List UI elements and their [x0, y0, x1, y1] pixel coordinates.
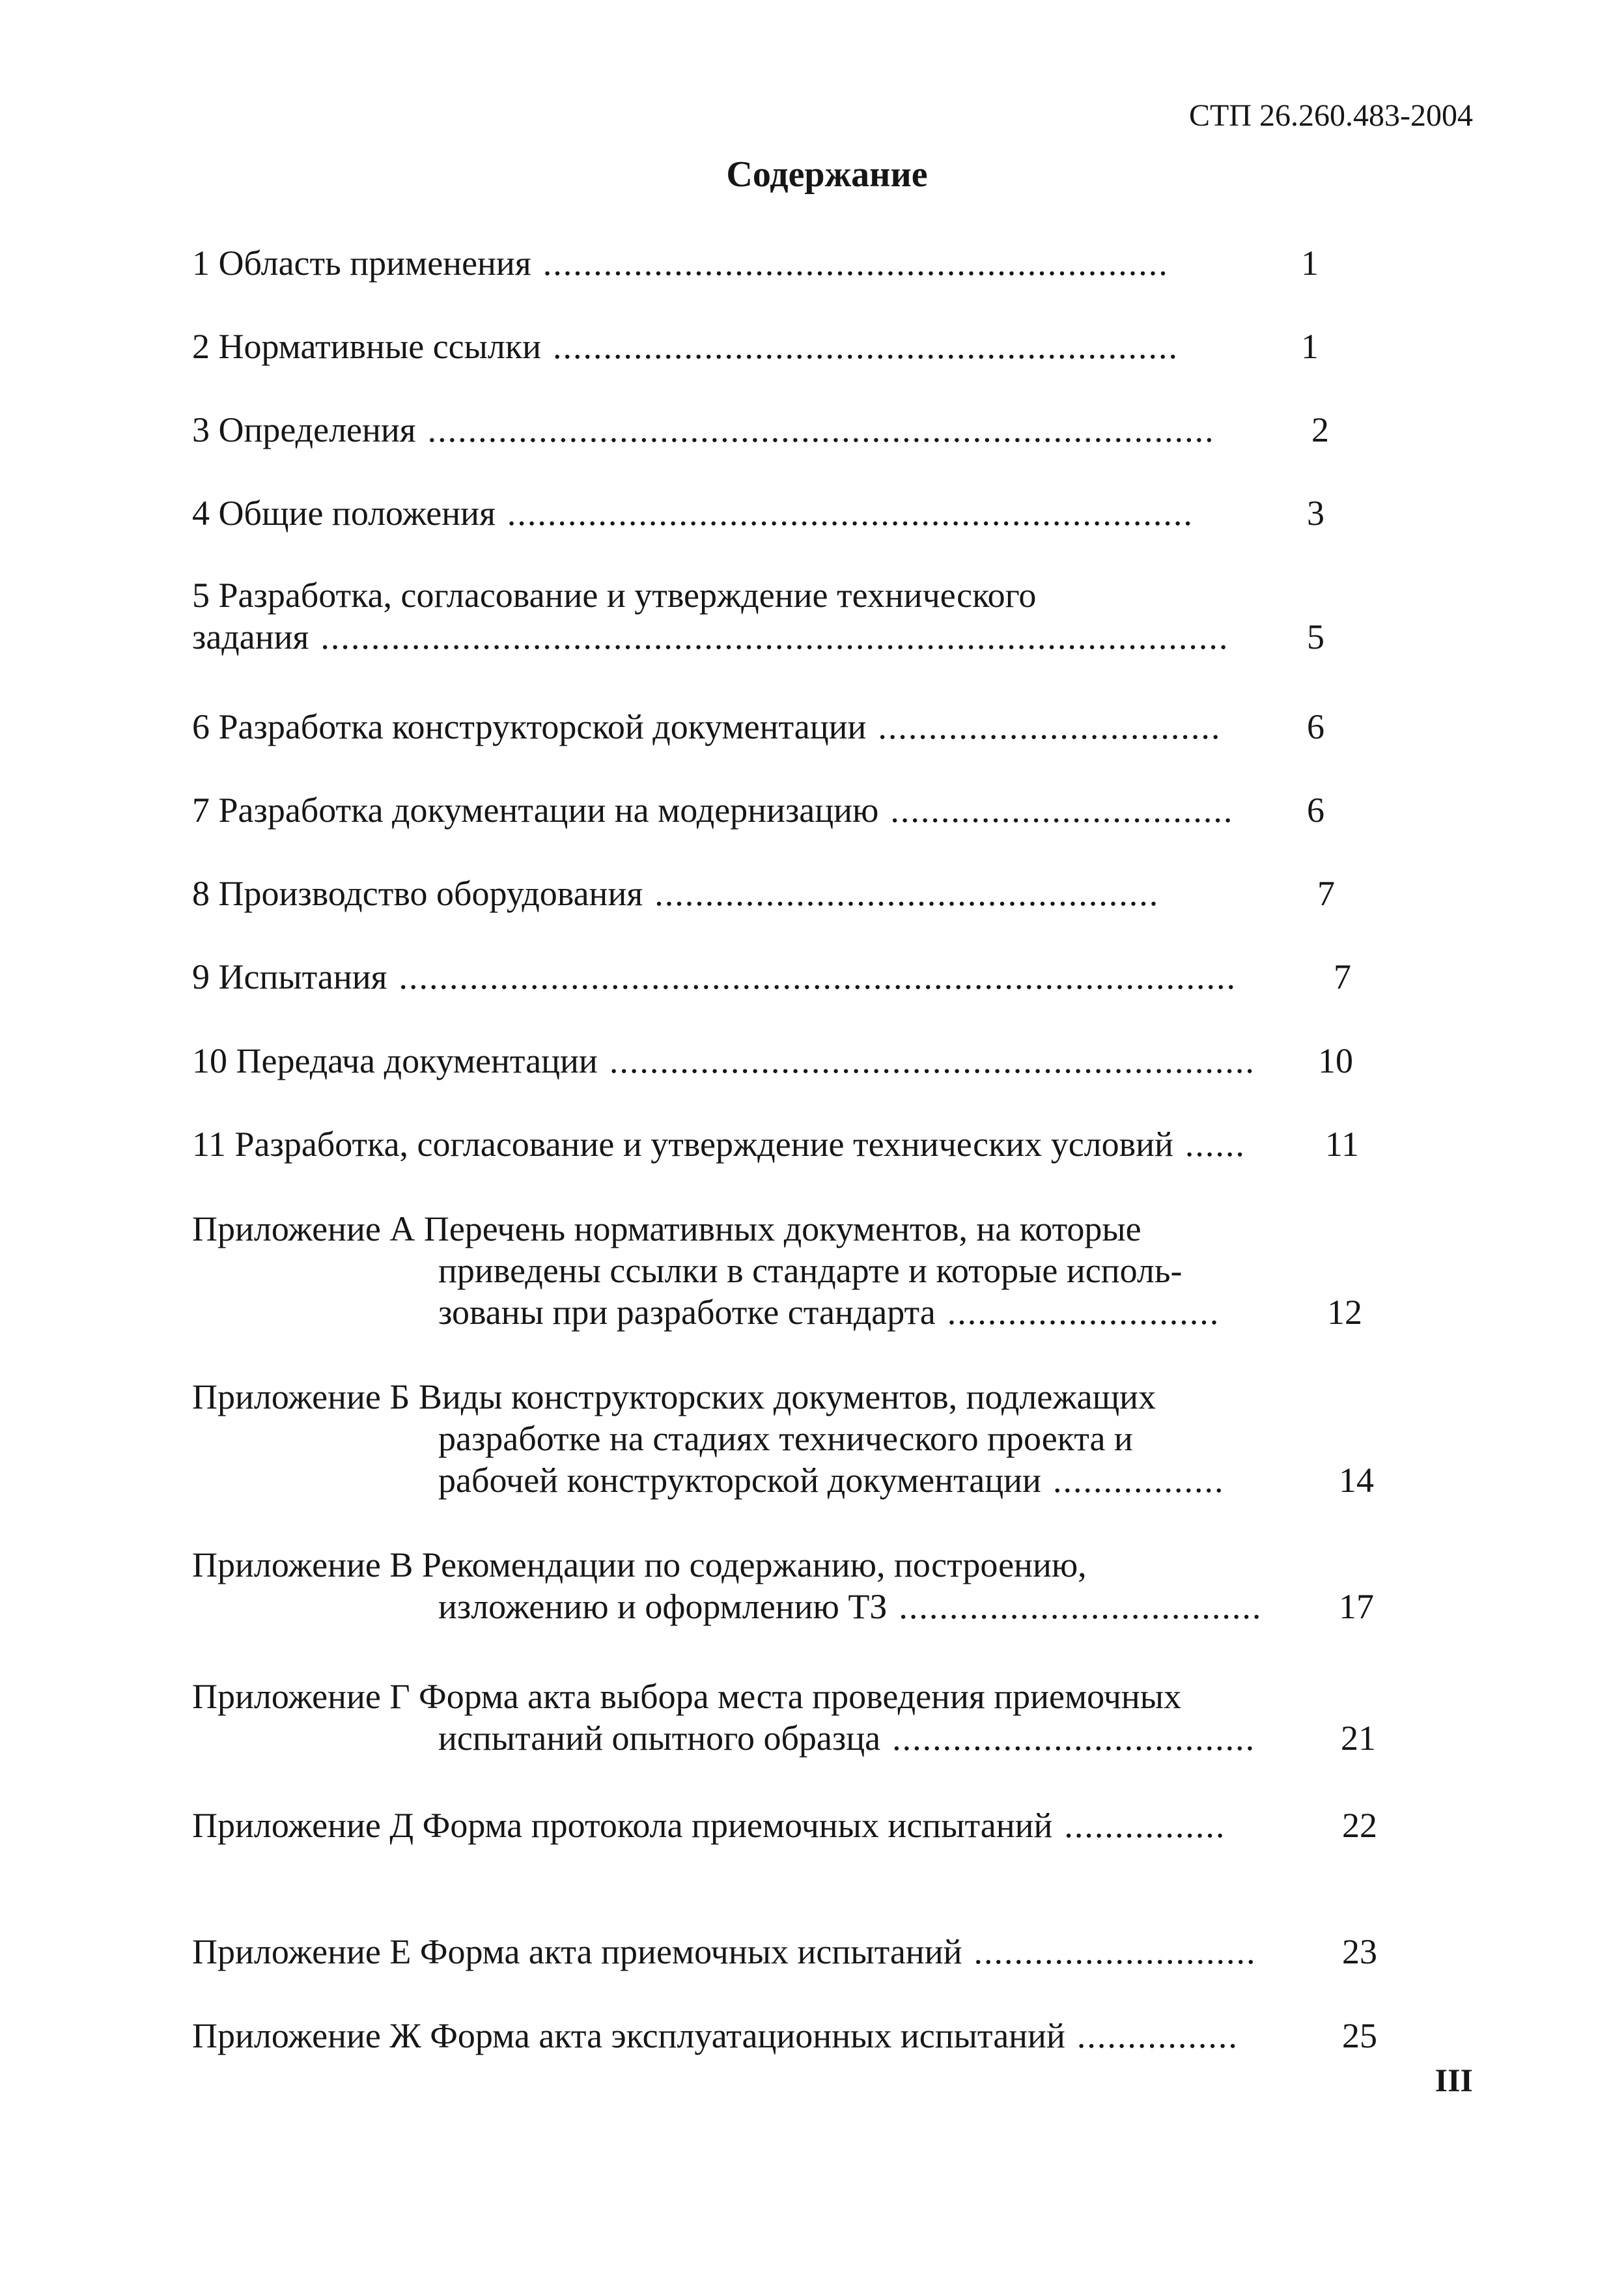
toc-entry-title: рабочей конструкторской документации: [438, 1461, 1041, 1500]
toc-entry-line: [192, 242, 1319, 284]
toc-page-number: 1: [1301, 327, 1319, 366]
toc-page-number: 22: [1342, 1806, 1377, 1845]
toc-dot-leader: ..................................: [890, 791, 1234, 830]
toc-entry-title: Приложение Ж Форма акта эксплуатационных испытаний: [192, 2016, 1065, 2055]
toc-entry-line: [438, 1418, 1374, 1459]
toc-dot-leader: ....................................: [899, 1587, 1263, 1626]
document-code: СТП 26.260.483-2004: [1189, 98, 1473, 133]
toc-dot-leader: ..............................................................................: [427, 410, 1215, 449]
toc-entry-line: [438, 1459, 1374, 1501]
toc-entry-title: Приложение Г Форма акта выбора места проведения приемочных: [192, 1677, 1182, 1716]
toc-page-number: 12: [1327, 1293, 1362, 1332]
toc-entry-line: [192, 1376, 1374, 1418]
toc-entry-line: [192, 326, 1319, 367]
toc-page-number: 17: [1339, 1587, 1374, 1626]
toc-entry-title: изложению и оформлению ТЗ: [438, 1587, 888, 1626]
toc-entry-line: [192, 1123, 1359, 1165]
toc-dot-leader: ............................: [973, 1932, 1257, 1971]
toc-entry[interactable]: [192, 873, 1335, 914]
toc-page-number: 21: [1341, 1719, 1376, 1758]
toc-entry-title: Приложение В Рекомендации по содержанию, построению,: [192, 1545, 1087, 1584]
toc-entry[interactable]: [192, 956, 1351, 998]
toc-entry[interactable]: [192, 1040, 1353, 1082]
toc-dot-leader: ......: [1184, 1125, 1246, 1164]
toc-entry-title: 5 Разработка, согласование и утверждение технического: [192, 576, 1037, 615]
toc-dot-leader: ..............................................................: [553, 327, 1179, 366]
toc-entry-title: 2 Нормативные ссылки: [192, 327, 541, 366]
toc-entry-title: испытаний опытного образца: [438, 1719, 881, 1758]
toc-entry-line: [192, 1931, 1377, 1973]
toc-entry[interactable]: [192, 706, 1324, 748]
toc-entry[interactable]: [192, 492, 1324, 534]
toc-entry-line: [192, 492, 1324, 534]
toc-entry-title: 8 Производство оборудования: [192, 874, 643, 913]
toc-dot-leader: ...................................................................................: [399, 957, 1237, 996]
toc-dot-leader: .................: [1052, 1461, 1225, 1500]
toc-entry-title: 1 Область применения: [192, 244, 531, 283]
toc-page-number: 7: [1317, 874, 1335, 913]
toc-dot-leader: ..........................................................................................: [320, 617, 1229, 656]
toc-entry-title: Приложение А Перечень нормативных документов, на которые: [192, 1209, 1141, 1248]
toc-entry[interactable]: [192, 1544, 1374, 1627]
toc-entry-line: [438, 1250, 1362, 1291]
toc-entry-title: 6 Разработка конструкторской документации: [192, 707, 867, 746]
toc-entry-title: разработке на стадиях технического проекта и: [438, 1419, 1133, 1458]
toc-entry-title: 7 Разработка документации на модернизацию: [192, 791, 879, 830]
toc-entry[interactable]: [192, 1123, 1359, 1165]
toc-entry-line: [192, 2015, 1377, 2057]
toc-entry[interactable]: [192, 1208, 1362, 1333]
toc-dot-leader: ...........................: [947, 1293, 1220, 1332]
toc-entry-title: 4 Общие положения: [192, 494, 496, 533]
toc-entry-title: зованы при разработке стандарта: [438, 1293, 936, 1332]
toc-entry-line: [192, 873, 1335, 914]
page-number-roman: III: [1435, 2062, 1473, 2098]
toc-dot-leader: ..................................................: [654, 874, 1160, 913]
toc-page-number: 1: [1301, 244, 1319, 283]
toc-entry-title: 9 Испытания: [192, 957, 387, 996]
toc-dot-leader: ................: [1064, 1806, 1226, 1845]
toc-dot-leader: ..................................: [878, 707, 1222, 746]
toc-entry-title: Приложение Б Виды конструкторских документов, подлежащих: [192, 1377, 1156, 1416]
toc-page-number: 14: [1339, 1461, 1374, 1500]
toc-entry[interactable]: [192, 1676, 1376, 1759]
toc-entry-title: Приложение Е Форма акта приемочных испытаний: [192, 1932, 962, 1971]
toc-entry[interactable]: [192, 2015, 1377, 2057]
toc-entry-line: [192, 706, 1324, 748]
toc-entry-title: 10 Передача документации: [192, 1041, 598, 1080]
toc-page-number: 6: [1307, 707, 1324, 746]
toc-page-number: 7: [1334, 957, 1351, 996]
toc-entry[interactable]: [192, 1931, 1377, 1973]
toc-entry[interactable]: [192, 326, 1319, 367]
toc-page-number: 11: [1325, 1125, 1359, 1164]
toc-entry[interactable]: [192, 1376, 1374, 1501]
toc-entry-line: [192, 409, 1329, 451]
toc-page-number: 5: [1307, 617, 1324, 656]
toc-page-number: 23: [1342, 1932, 1377, 1971]
toc-entry-title: 3 Определения: [192, 410, 416, 449]
toc-entry-line: [192, 1040, 1353, 1082]
toc-entry-line: [438, 1717, 1376, 1759]
toc-entry-title: приведены ссылки в стандарте и которые исполь-: [438, 1251, 1183, 1290]
toc-entry-line: [192, 956, 1351, 998]
toc-dot-leader: ................: [1076, 2016, 1239, 2055]
toc-dot-leader: ................................................................: [609, 1041, 1255, 1080]
toc-entry[interactable]: [192, 242, 1319, 284]
toc-entry-line: [192, 1544, 1374, 1586]
toc-entry[interactable]: [192, 1805, 1377, 1846]
page-title: Содержание: [726, 154, 928, 195]
toc-entry-line: [192, 574, 1324, 616]
toc-dot-leader: ..............................................................: [542, 244, 1169, 283]
toc-entry-line: [438, 1291, 1362, 1333]
toc-entry-line: [192, 1208, 1362, 1250]
toc-page-number: 3: [1307, 494, 1324, 533]
toc-entry-line: [438, 1586, 1374, 1627]
toc-entry[interactable]: [192, 574, 1324, 658]
toc-entry-title: 11 Разработка, согласование и утверждение технических условий: [192, 1125, 1173, 1164]
toc-entry[interactable]: [192, 789, 1324, 831]
toc-page-number: 25: [1342, 2016, 1377, 2055]
toc-entry-title: задания: [192, 617, 309, 656]
toc-entry-line: [192, 1676, 1376, 1717]
toc-page-number: 2: [1311, 410, 1329, 449]
toc-dot-leader: ....................................: [892, 1719, 1256, 1758]
toc-entry-line: [192, 616, 1324, 658]
toc-page-number: 6: [1307, 791, 1324, 830]
toc-entry-line: [192, 1805, 1377, 1846]
toc-page-number: 10: [1318, 1041, 1353, 1080]
toc-entry[interactable]: [192, 409, 1329, 451]
toc-entry-title: Приложение Д Форма протокола приемочных испытаний: [192, 1806, 1053, 1845]
toc-entry-line: [192, 789, 1324, 831]
toc-dot-leader: ....................................................................: [507, 494, 1194, 533]
